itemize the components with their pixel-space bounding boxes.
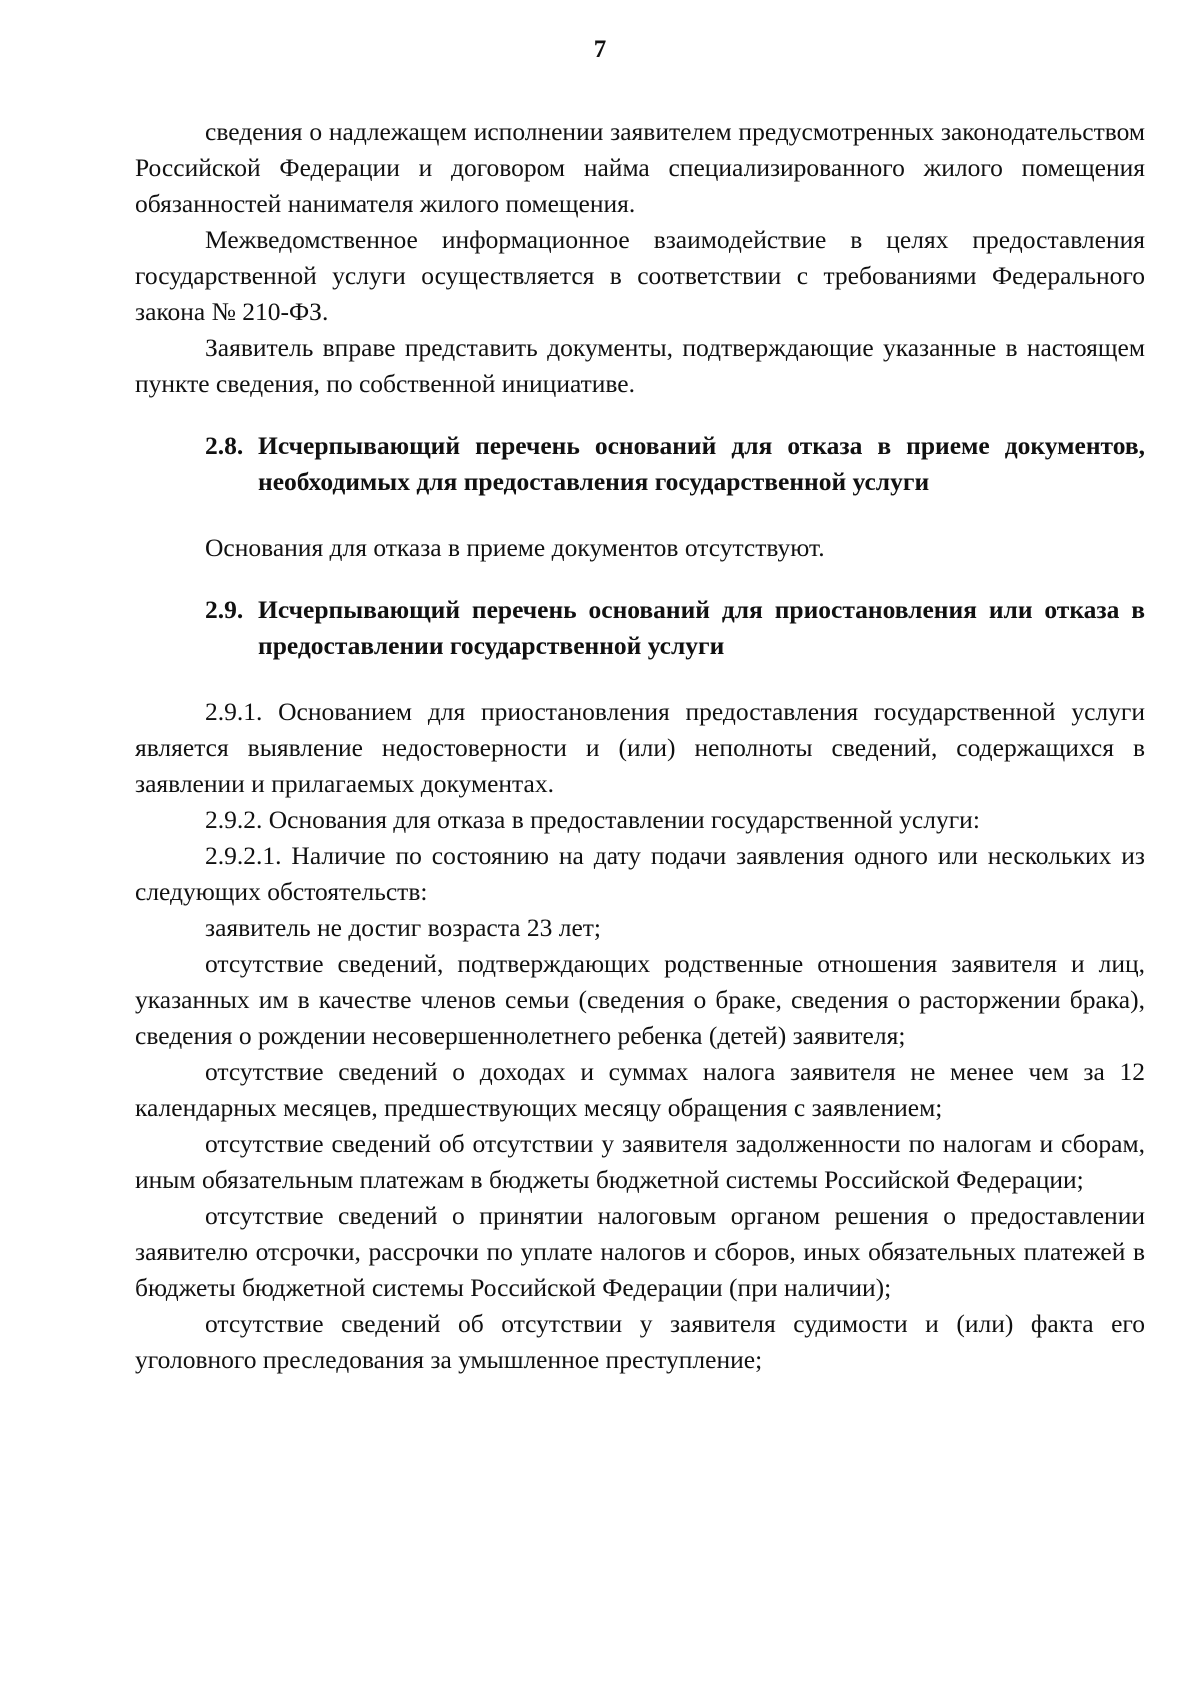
paragraph: Основания для отказа в приеме документов отсутствуют. <box>205 533 825 562</box>
list-item: отсутствие сведений о принятии налоговым органом решения о предоставлении заявителю отсрочки, рассрочки по уплате налогов и сборов, иных обязательных платежей в бюджеты бюджетной системы Российской Федерации (при наличии); <box>135 1201 1145 1302</box>
section-heading-2-9 <box>135 592 1145 664</box>
paragraph: 2.9.2. Основания для отказа в предоставлении государственной услуги: <box>205 805 980 834</box>
section-title: Исчерпывающий перечень оснований для приостановления или отказа в предоставлении государственной услуги <box>258 595 1145 660</box>
list-item: отсутствие сведений, подтверждающих родственные отношения заявителя и лиц, указанных им в качестве членов семьи (сведения о браке, сведения о расторжении брака), сведения о рождении несовершеннолетнего ребенка (детей) заявителя; <box>135 949 1145 1050</box>
list-item: заявитель не достиг возраста 23 лет; <box>205 913 602 942</box>
section-number: 2.9. <box>205 595 244 624</box>
section-title: Исчерпывающий перечень оснований для отказа в приеме документов, необходимых для предоставления государственной услуги <box>258 431 1145 496</box>
list-item: отсутствие сведений об отсутствии у заявителя задолженности по налогам и сборам, иным обязательным платежам в бюджеты бюджетной системы Российской Федерации; <box>135 1129 1145 1194</box>
list-item: отсутствие сведений о доходах и суммах налога заявителя не менее чем за 12 календарных месяцев, предшествующих месяцу обращения с заявлением; <box>135 1057 1145 1122</box>
section-number: 2.8. <box>205 431 244 460</box>
paragraph: Межведомственное информационное взаимодействие в целях предоставления государственной услуги осуществляется в соответствии с требованиями Федерального закона № 210-ФЗ. <box>135 225 1145 326</box>
list-item: отсутствие сведений об отсутствии у заявителя судимости и (или) факта его уголовного преследования за умышленное преступление; <box>135 1309 1145 1374</box>
paragraph: 2.9.1. Основанием для приостановления предоставления государственной услуги является выявление недостоверности и (или) неполноты сведений, содержащихся в заявлении и прилагаемых документах. <box>135 697 1145 798</box>
paragraph: Заявитель вправе представить документы, подтверждающие указанные в настоящем пункте сведения, по собственной инициативе. <box>135 333 1145 398</box>
section-heading-2-8 <box>135 428 1145 500</box>
page-number: 7 <box>593 36 607 63</box>
paragraph: 2.9.2.1. Наличие по состоянию на дату подачи заявления одного или нескольких из следующих обстоятельств: <box>135 841 1145 906</box>
document-body <box>135 114 1145 1378</box>
paragraph: сведения о надлежащем исполнении заявителем предусмотренных законодательством Российской Федерации и договором найма специализированного жилого помещения обязанностей нанимателя жилого помещения. <box>135 117 1145 218</box>
